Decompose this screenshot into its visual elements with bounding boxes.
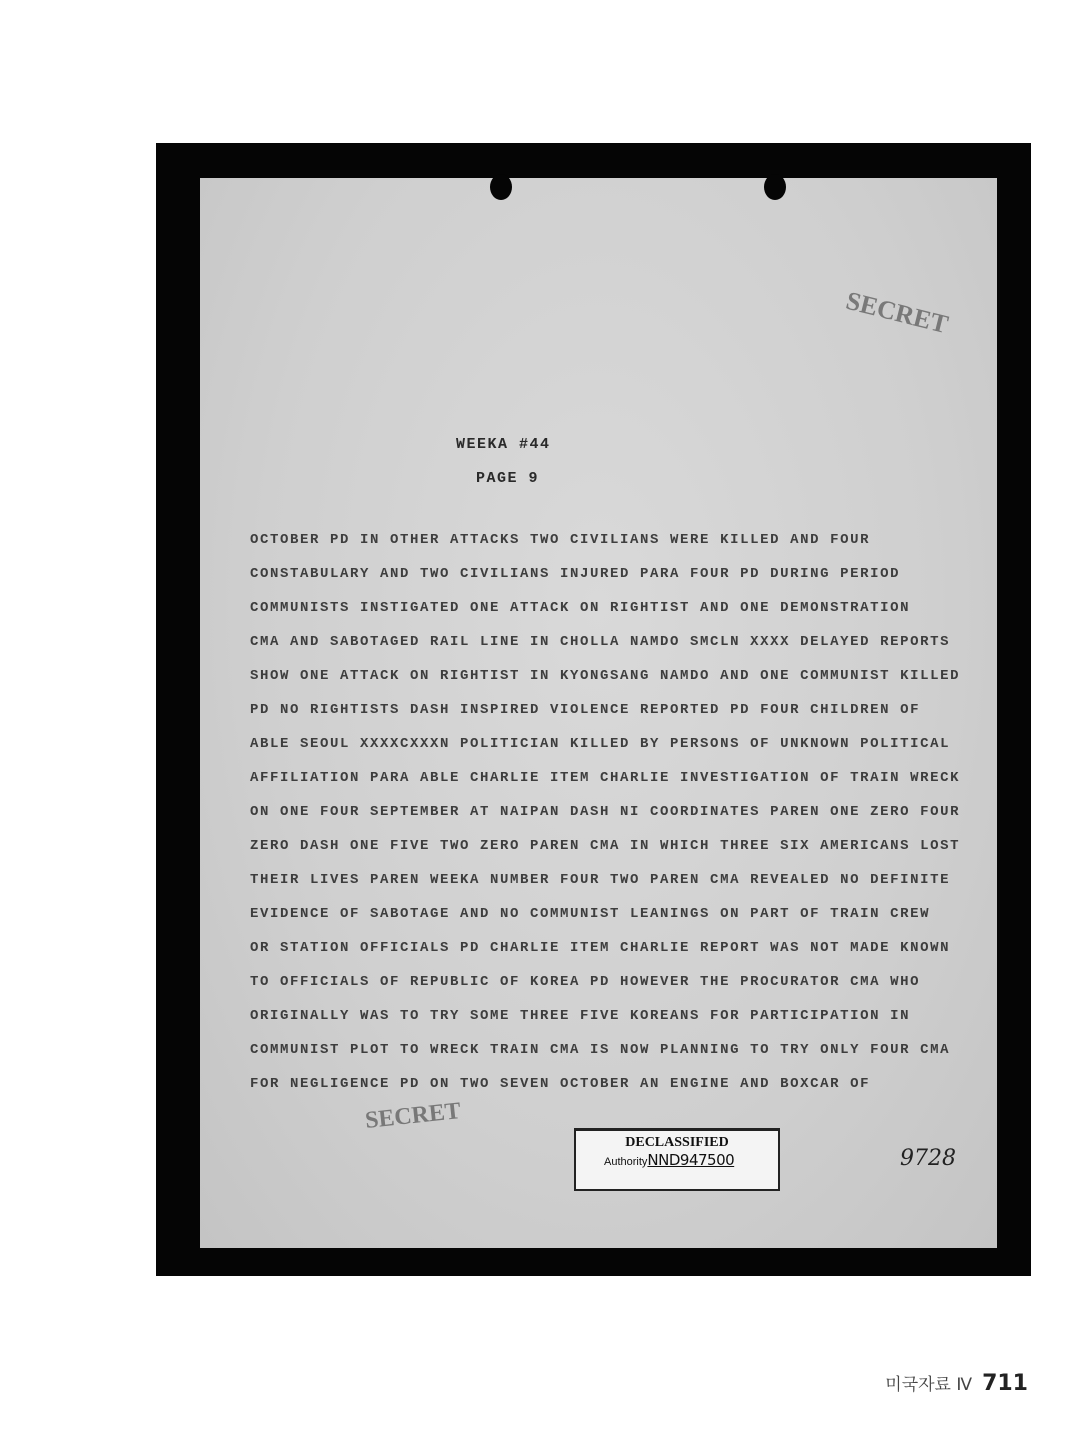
secret-stamp-bottom: SECRET (363, 1098, 463, 1134)
body-line: OCTOBER PD IN OTHER ATTACKS TWO CIVILIANS WERE KILLED AND FOUR (250, 532, 871, 548)
page-number: 711 (982, 1371, 1028, 1396)
body-line: AFFILIATION PARA ABLE CHARLIE ITEM CHARLIE INVESTIGATION OF TRAIN WRECK (250, 770, 961, 786)
body-line: ON ONE FOUR SEPTEMBER AT NAIPAN DASH NI COORDINATES PAREN ONE ZERO FOUR (250, 804, 961, 820)
declassified-stamp (574, 1128, 780, 1191)
book-title: 미국자료 Ⅳ (885, 1375, 973, 1395)
body-line: PD NO RIGHTISTS DASH INSPIRED VIOLENCE REPORTED PD FOUR CHILDREN OF (250, 702, 921, 718)
body-line: SHOW ONE ATTACK ON RIGHTIST IN KYONGSANG NAMDO AND ONE COMMUNIST KILLED (250, 668, 961, 684)
declassified-label: DECLASSIFIED (625, 1135, 729, 1150)
body-line: OR STATION OFFICIALS PD CHARLIE ITEM CHARLIE REPORT WAS NOT MADE KNOWN (250, 940, 951, 956)
authority-label: Authority (604, 1156, 648, 1168)
body-line: ZERO DASH ONE FIVE TWO ZERO PAREN CMA IN WHICH THREE SIX AMERICANS LOST (250, 838, 961, 854)
body-line: COMMUNISTS INSTIGATED ONE ATTACK ON RIGHTIST AND ONE DEMONSTRATION (250, 600, 911, 616)
body-line: TO OFFICIALS OF REPUBLIC OF KOREA PD HOWEVER THE PROCURATOR CMA WHO (250, 974, 921, 990)
body-line: CONSTABULARY AND TWO CIVILIANS INJURED PARA FOUR PD DURING PERIOD (250, 566, 901, 582)
body-line: FOR NEGLIGENCE PD ON TWO SEVEN OCTOBER AN ENGINE AND BOXCAR OF (250, 1076, 871, 1092)
page-footer (885, 1370, 1028, 1396)
scan-frame (156, 143, 1031, 1276)
secret-stamp-top: SECRET (843, 285, 952, 340)
body-line: CMA AND SABOTAGED RAIL LINE IN CHOLLA NAMDO SMCLN XXXX DELAYED REPORTS (250, 634, 951, 650)
document-body (250, 523, 980, 1101)
body-line: COMMUNIST PLOT TO WRECK TRAIN CMA IS NOW PLANNING TO TRY ONLY FOUR CMA (250, 1042, 951, 1058)
body-line: THEIR LIVES PAREN WEEKA NUMBER FOUR TWO PAREN CMA REVEALED NO DEFINITE (250, 872, 951, 888)
body-line: EVIDENCE OF SABOTAGE AND NO COMMUNIST LEANINGS ON PART OF TRAIN CREW (250, 906, 931, 922)
punch-hole (764, 174, 786, 200)
body-line: ABLE SEOUL XXXXCXXXN POLITICIAN KILLED BY PERSONS OF UNKNOWN POLITICAL (250, 736, 951, 752)
handwritten-number: 9728 (900, 1146, 956, 1171)
authority-number: NND947500 (647, 1151, 735, 1169)
document-paper (200, 178, 997, 1248)
document-page-label: PAGE 9 (476, 470, 540, 487)
document-title: WEEKA #44 (456, 436, 551, 453)
punch-hole (490, 174, 512, 200)
body-line: ORIGINALLY WAS TO TRY SOME THREE FIVE KOREANS FOR PARTICIPATION IN (250, 1008, 911, 1024)
